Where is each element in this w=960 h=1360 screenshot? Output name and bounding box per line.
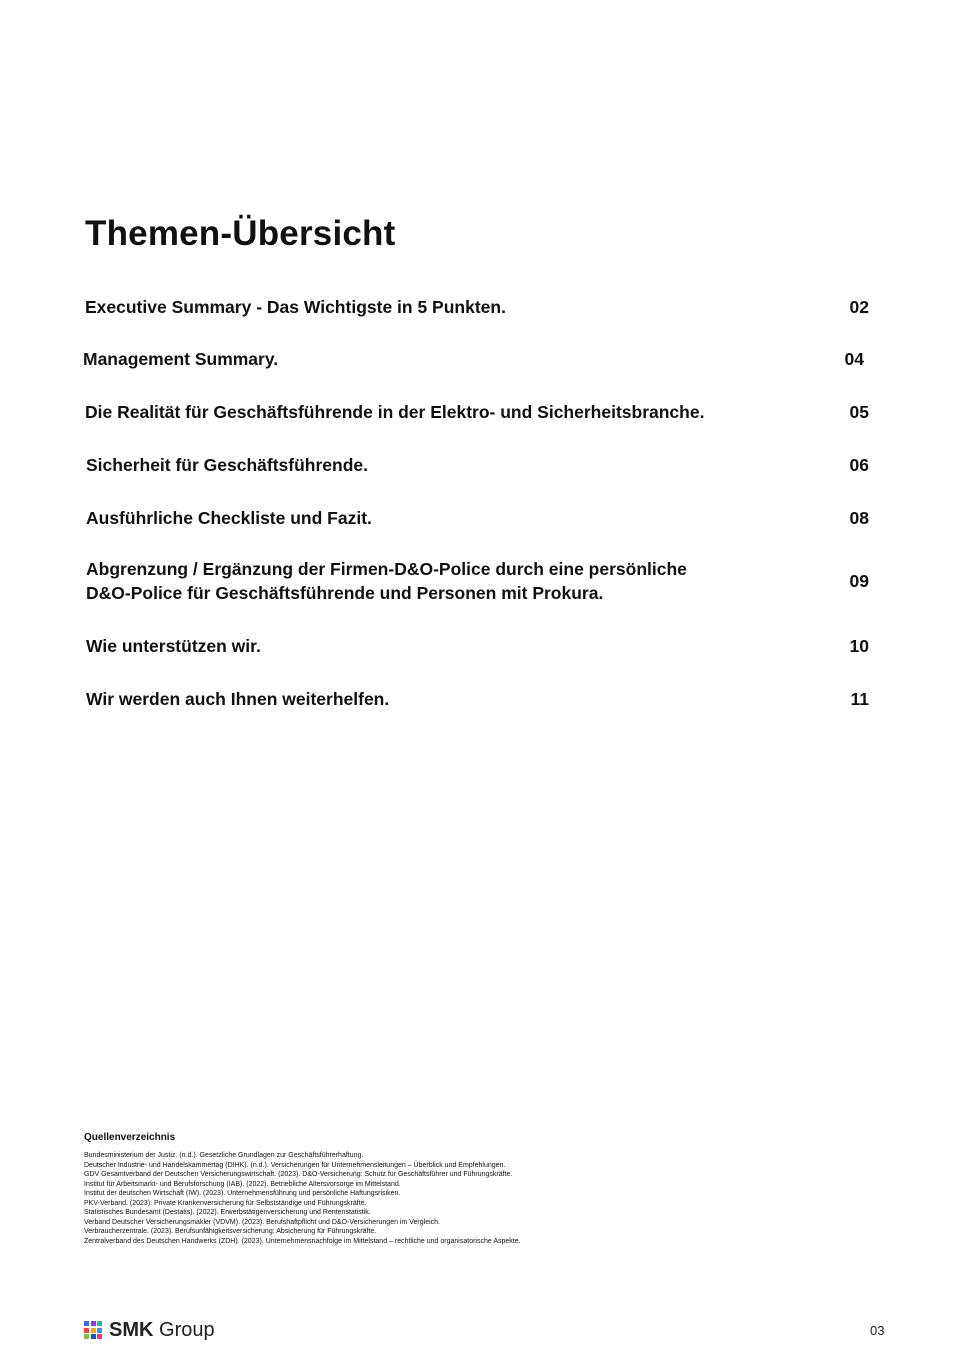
logo-square xyxy=(91,1334,96,1339)
source-item: PKV-Verband. (2023). Private Krankenversicherung für Selbstständige und Führungskräfte. xyxy=(84,1199,367,1207)
toc-entry-weiterhelfen[interactable] xyxy=(86,687,876,711)
source-item: Verbraucherzentrale. (2023). Berufsunfähigkeitsversicherung: Absicherung für Führungskräfte. xyxy=(84,1228,377,1235)
source-item: Verband Deutscher Versicherungsmakler (VDVM). (2023). Berufshaftpflicht und D&O-Versicherungen im Vergleich. xyxy=(84,1218,441,1226)
toc-entry-label: Management Summary. xyxy=(83,349,279,369)
source-item: Statistisches Bundesamt (Destatis). (2022). Erwerbstätigenversicherung und Rentenstatistik. xyxy=(84,1209,371,1216)
source-item: Institut für Arbeitsmarkt- und Berufsforschung (IAB). (2022). Betriebliche Altersvorsorge im Mittelstand. xyxy=(84,1180,401,1188)
source-item: Institut der deutschen Wirtschaft (IW). (2023). Unternehmensführung und persönliche Haftungsrisiken. xyxy=(84,1190,401,1197)
toc-entry-page: 04 xyxy=(844,349,864,369)
sources-title: Quellenverzeichnis xyxy=(84,1132,176,1143)
toc-entry-checkliste[interactable] xyxy=(86,506,876,530)
logo-square xyxy=(84,1334,89,1339)
logo-square xyxy=(97,1334,102,1339)
sources-section xyxy=(84,1131,804,1246)
toc-entry-label: Executive Summary - Das Wichtigste in 5 Punkten. xyxy=(85,297,506,317)
source-item: Deutscher Industrie- und Handelskammertag (DIHK). (n.d.). Versicherungen für Unternehmensleitungen – Überblick und Empfehlungen. xyxy=(84,1161,506,1169)
logo-square xyxy=(84,1328,89,1333)
toc-entry-sicherheit[interactable] xyxy=(86,453,876,477)
page-title: Themen-Übersicht xyxy=(85,214,396,253)
toc-entry-page: 10 xyxy=(849,636,869,656)
toc-entry-label: Ausführliche Checkliste und Fazit. xyxy=(86,508,372,528)
page-number: 03 xyxy=(870,1323,885,1338)
toc-entry-label: Sicherheit für Geschäftsführende. xyxy=(86,455,369,475)
toc-entry-page: 09 xyxy=(849,571,869,591)
toc-entry-label: Die Realität für Geschäftsführende in der Elektro- und Sicherheitsbranche. xyxy=(85,402,705,422)
toc-entry-page: 06 xyxy=(849,455,869,475)
toc-entry-unterstuetzen[interactable] xyxy=(86,634,876,658)
company-logo xyxy=(84,1318,215,1342)
toc-entry-management-summary[interactable] xyxy=(83,347,873,371)
source-item: GDV Gesamtverband der Deutschen Versicherungswirtschaft. (2023). D&O-Versicherung: Schutz für Geschäftsführer und Führungskräfte. xyxy=(84,1171,513,1178)
toc-entry-page: 08 xyxy=(849,508,869,528)
toc-entry-page: 02 xyxy=(849,297,869,317)
logo-text-bold: SMK xyxy=(109,1319,154,1341)
logo-text-rest: Group xyxy=(153,1319,215,1341)
toc-entry-label: Abgrenzung / Ergänzung der Firmen-D&O-Police durch eine persönliche D&O-Police für Geschäftsführende und Personen mit Prokura. xyxy=(86,559,687,603)
logo-grid-icon xyxy=(84,1321,102,1339)
source-item: Bundesministerium der Justiz. (n.d.). Gesetzliche Grundlagen zur Geschäftsführerhaftung. xyxy=(84,1152,364,1159)
logo-square xyxy=(84,1321,89,1326)
toc-entry-label: Wie unterstützen wir. xyxy=(86,636,261,656)
logo-square xyxy=(91,1328,96,1333)
logo-square xyxy=(97,1321,102,1326)
toc-entry-label: Wir werden auch Ihnen weiterhelfen. xyxy=(86,689,390,709)
logo-square xyxy=(97,1328,102,1333)
source-item: Zentralverband des Deutschen Handwerks (ZDH). (2023). Unternehmensnachfolge im Mittelstand – rechtliche und organisatorische Aspekte. xyxy=(84,1237,521,1245)
logo-text xyxy=(109,1318,215,1342)
toc-entry-abgrenzung[interactable] xyxy=(86,557,876,605)
toc-entry-page: 05 xyxy=(849,402,869,422)
toc-entry-executive-summary[interactable] xyxy=(85,295,875,319)
toc-entry-realitaet[interactable] xyxy=(85,400,875,424)
logo-square xyxy=(91,1321,96,1326)
toc-entry-page: 11 xyxy=(850,689,869,709)
